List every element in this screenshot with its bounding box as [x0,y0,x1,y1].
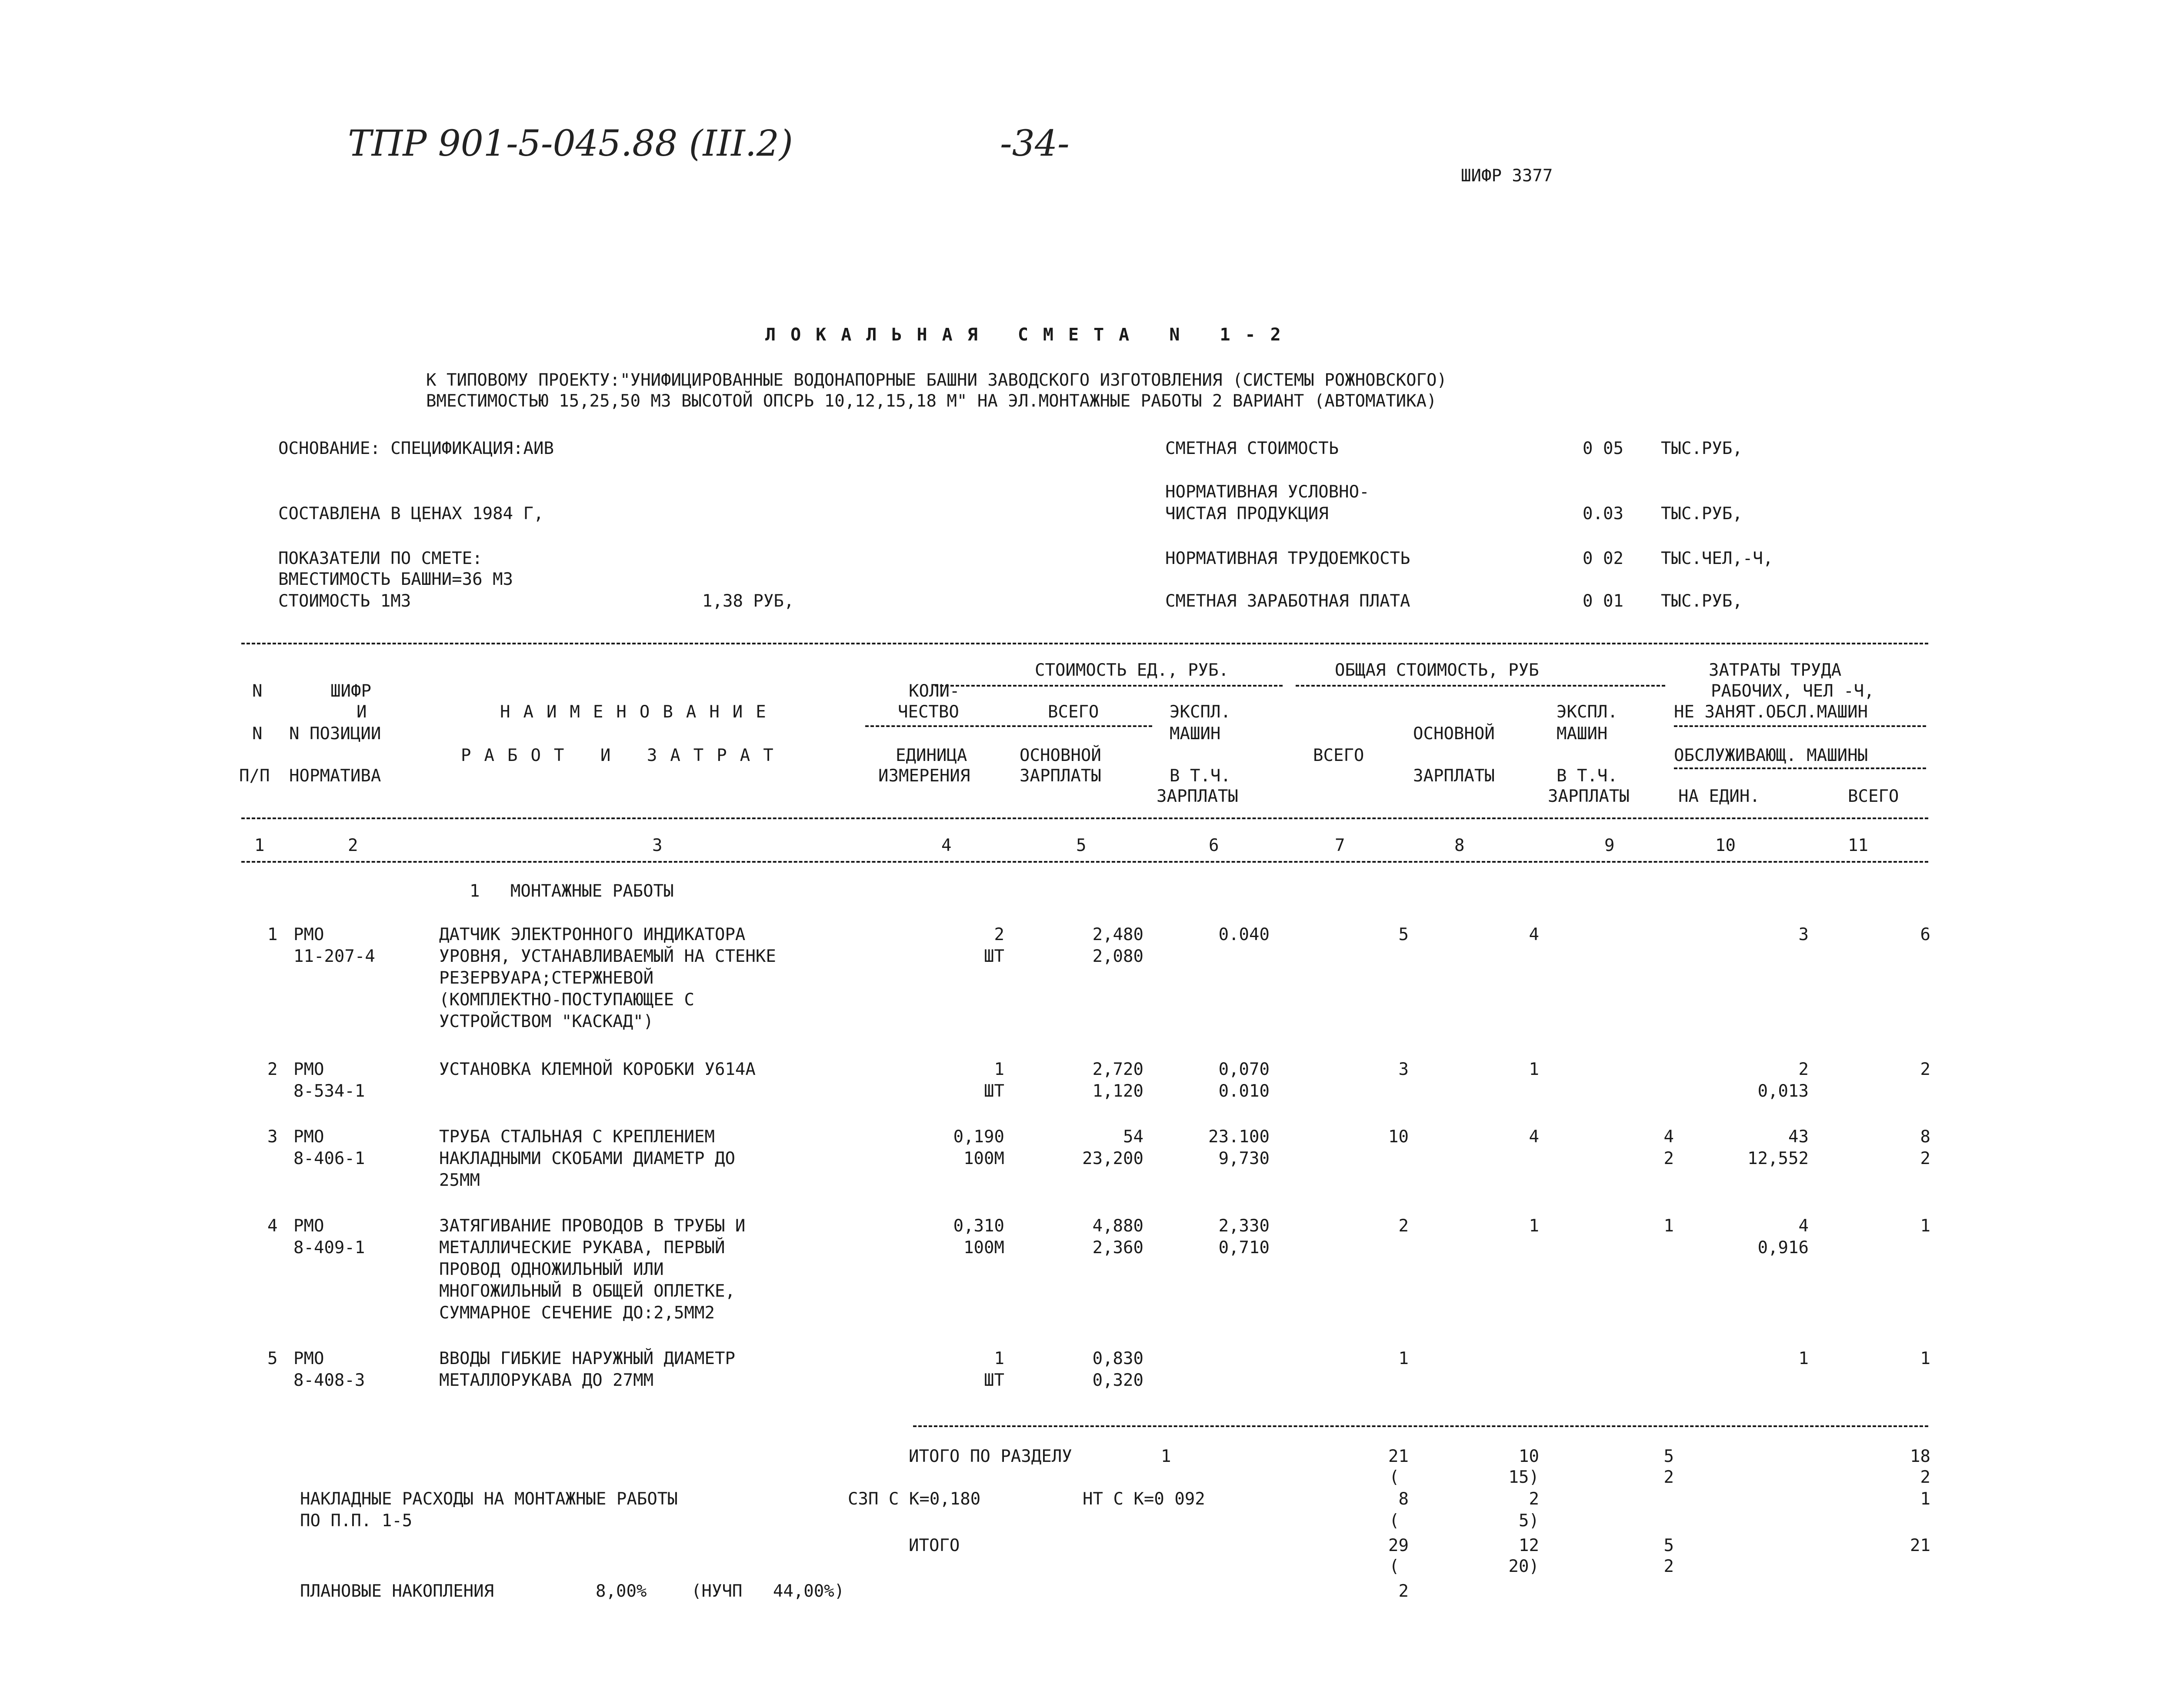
row-code: РМО [293,925,324,944]
row-labor-total-machines: 2 [1920,1149,1930,1168]
prices-text: СОСТАВЛЕНА В ЦЕНАХ 1984 Г, [278,504,544,524]
grand-total-label: ИТОГО [909,1536,960,1555]
row-name-line: УСТАНОВКА КЛЕМНОЙ КОРОБКИ У614А [439,1060,756,1079]
row-unit-cost: 54 [1123,1127,1143,1147]
overhead-coef-nt: НТ С К=0 092 [1083,1489,1205,1509]
col-header-basic-wages: ОСНОВНОЙ [1413,724,1495,744]
column-number: 5 [1076,836,1087,855]
row-labor-machines: 12,552 [1747,1149,1809,1168]
row-unit-wages: 0,320 [1092,1371,1143,1390]
column-number: 8 [1454,836,1465,855]
planned-savings-percent: 8,00% [596,1581,647,1601]
row-number: 3 [267,1127,278,1147]
row-unit-machines: 0.040 [1218,925,1270,944]
row-name-line: ПРОВОД ОДНОЖИЛЬНЫЙ ИЛИ [439,1260,664,1279]
overhead-value: 8 [1398,1489,1409,1509]
column-number: 11 [1848,836,1868,855]
row-unit-machine-wages: 9,730 [1218,1149,1270,1168]
col-header-operation: ЭКСПЛ. [1557,702,1618,722]
column-number: 10 [1715,836,1736,855]
row-name-line: УРОВНЯ, УСТАНАВЛИВАЕМЫЙ НА СТЕНКЕ [439,947,776,966]
col-header-total: ВСЕГО [1048,702,1099,722]
row-number: 1 [267,925,278,944]
row-name-line: МЕТАЛЛОРУКАВА ДО 27ММ [439,1371,654,1390]
overhead-paren: ( [1389,1511,1400,1531]
col-header-basic: ОСНОВНОЙ [1020,746,1101,765]
handwritten-document-code: ТПР 901-5-045.88 (III.2) [348,123,793,164]
group-header-unit-cost: СТОИМОСТЬ ЕД., РУБ. [1035,661,1229,680]
summary-unit: ТЫС.ЧЕЛ,-Ч, [1661,549,1773,568]
document-title: ЛОКАЛЬНАЯ СМЕТА N 1-2 [765,325,1296,345]
row-name-line: НАКЛАДНЫМИ СКОБАМИ ДИАМЕТР ДО [439,1149,735,1168]
row-code: 11-207-4 [293,947,375,966]
col-header-qty: КОЛИ- [909,681,960,701]
row-total-machines: 1 [1663,1216,1674,1236]
row-total-wages: 4 [1529,925,1539,944]
col-header-code: N ПОЗИЦИИ [289,724,381,744]
row-labor-unit: 3 [1798,925,1809,944]
section-title: 1 МОНТАЖНЫЕ РАБОТЫ [470,881,674,901]
row-name-line: (КОМПЛЕКТНО-ПОСТУПАЮЩЕЕ С [439,990,694,1010]
summary-label: НОРМАТИВНАЯ ТРУДОЕМКОСТЬ [1165,549,1410,568]
col-header-code: И [357,702,367,722]
row-labor-unit: 43 [1788,1127,1809,1147]
indicators-capacity: ВМЕСТИМОСТЬ БАШНИ=36 М3 [278,570,513,589]
row-labor-unit: 1 [1798,1349,1809,1368]
col-header-code: НОРМАТИВА [289,766,381,786]
row-qty: 0,310 [953,1216,1004,1236]
row-labor-machines: 0,013 [1757,1081,1809,1101]
row-unit-machines: 0,070 [1218,1060,1270,1079]
section-total-number: 1 [1161,1447,1171,1466]
row-total: 2 [1398,1216,1409,1236]
section-total-wages: 10 [1519,1447,1539,1466]
row-unit-wages: 1,120 [1092,1081,1143,1101]
row-labor-machines: 0,916 [1757,1238,1809,1258]
row-unit: ШТ [984,947,1004,966]
totals-rule [913,1425,1928,1427]
header-sub-rule [1296,685,1665,687]
col-header-name: НАИМЕНОВАНИЕ [500,702,779,722]
column-number: 1 [254,836,265,855]
row-labor-total: 2 [1920,1060,1930,1079]
planned-savings-nuchp: (НУЧП 44,00%) [691,1581,845,1601]
section-total-wages-incl: 15) [1508,1468,1539,1487]
row-unit-machines: 2,330 [1218,1216,1270,1236]
header-bottom-rule [241,817,1928,819]
section-total-machine-wages: 2 [1663,1468,1674,1487]
row-labor-total: 6 [1920,925,1930,944]
section-total-label: ИТОГО ПО РАЗДЕЛУ [909,1447,1072,1466]
column-number: 4 [941,836,952,855]
row-unit-cost: 0,830 [1092,1349,1143,1368]
overhead-label: НАКЛАДНЫЕ РАСХОДЫ НА МОНТАЖНЫЕ РАБОТЫ [300,1489,678,1509]
group-header-labor: РАБОЧИХ, ЧЕЛ -Ч, [1711,681,1874,701]
grand-total-machine-wages: 2 [1663,1557,1674,1576]
summary-value: 0 05 [1583,439,1623,458]
summary-label: СМЕТНАЯ СТОИМОСТЬ [1165,439,1339,458]
row-name-line: ДАТЧИК ЭЛЕКТРОННОГО ИНДИКАТОРА [439,925,746,944]
column-number: 3 [652,836,663,855]
group-header-total-cost: ОБЩАЯ СТОИМОСТЬ, РУБ [1335,661,1539,680]
header-sub-rule [1674,725,1926,727]
col-header-machines: МАШИН [1170,724,1221,744]
row-name-line: СУММАРНОЕ СЕЧЕНИЕ ДО:2,5ММ2 [439,1303,715,1323]
col-header-machines: В Т.Ч. [1170,766,1231,786]
basis-text: ОСНОВАНИЕ: СПЕЦИФИКАЦИЯ:АИВ [278,439,554,458]
row-name-line: 25ММ [439,1171,480,1190]
row-labor-unit: 2 [1798,1060,1809,1079]
row-code: 8-534-1 [293,1081,365,1101]
row-unit-cost: 2,720 [1092,1060,1143,1079]
column-number: 9 [1604,836,1615,855]
summary-label: СМЕТНАЯ ЗАРАБОТНАЯ ПЛАТА [1165,591,1410,611]
header-sub-rule [1674,767,1926,769]
row-unit: 100М [963,1149,1004,1168]
row-name-line: МЕТАЛЛИЧЕСКИЕ РУКАВА, ПЕРВЫЙ [439,1238,725,1258]
col-header-qty: ЧЕСТВО [898,702,959,722]
row-code: 8-406-1 [293,1149,365,1168]
row-name-line: ВВОДЫ ГИБКИЕ НАРУЖНЫЙ ДИАМЕТР [439,1349,735,1368]
column-number: 6 [1209,836,1219,855]
row-number: 5 [267,1349,278,1368]
page-number: -34- [1000,123,1070,164]
col-header-basic-wages: ЗАРПЛАТЫ [1413,766,1495,786]
row-qty: 1 [994,1349,1004,1368]
summary-label: ЧИСТАЯ ПРОДУКЦИЯ [1165,504,1329,524]
row-unit-wages: 2,360 [1092,1238,1143,1258]
grand-total-wages: 12 [1519,1536,1539,1555]
row-total: 1 [1398,1349,1409,1368]
section-total-paren: ( [1389,1468,1400,1487]
row-name-line: ЗАТЯГИВАНИЕ ПРОВОДОВ В ТРУБЫ И [439,1216,746,1236]
grand-total-paren: ( [1389,1557,1400,1576]
summary-unit: ТЫС.РУБ, [1661,439,1743,458]
col-header-operation: ЗАРПЛАТЫ [1548,787,1630,806]
col-header-name: РАБОТ И ЗАТРАТ [461,746,787,765]
group-header-labor: ЗАТРАТЫ ТРУДА [1709,661,1842,680]
overhead-wages-incl: 5) [1519,1511,1539,1531]
row-unit: ШТ [984,1081,1004,1101]
col-header-grand: ВСЕГО [1313,746,1364,765]
row-name-line: МНОГОЖИЛЬНЫЙ В ОБЩЕЙ ОПЛЕТКЕ, [439,1281,735,1301]
row-name-line: РЕЗЕРВУАРА;СТЕРЖНЕВОЙ [439,968,654,988]
grand-total-labor: 21 [1910,1536,1930,1555]
row-unit-wages: 2,080 [1092,947,1143,966]
cipher-label: ШИФР 3377 [1461,166,1553,186]
group-header-labor: ОБСЛУЖИВАЮЩ. МАШИНЫ [1674,746,1868,765]
row-code: РМО [293,1216,324,1236]
row-unit-cost: 2,480 [1092,925,1143,944]
summary-unit: ТЫС.РУБ, [1661,504,1743,524]
col-header-operation: В Т.Ч. [1557,766,1618,786]
summary-value: 0 02 [1583,549,1623,568]
header-sub-rule [935,685,1283,687]
row-unit-cost: 4,880 [1092,1216,1143,1236]
summary-label: НОРМАТИВНАЯ УСЛОВНО- [1165,482,1370,502]
col-header-per-unit: НА ЕДИН. [1678,787,1760,806]
row-number: 2 [267,1060,278,1079]
col-header-unit: ЕДИНИЦА [896,746,967,765]
row-code: РМО [293,1060,324,1079]
row-total-wages: 4 [1529,1127,1539,1147]
row-total: 3 [1398,1060,1409,1079]
row-unit-machine-wages: 0.010 [1218,1081,1270,1101]
planned-savings-value: 2 [1398,1581,1409,1601]
header-sub-rule [865,725,1152,727]
row-qty: 0,190 [953,1127,1004,1147]
overhead-label: ПО П.П. 1-5 [300,1511,413,1531]
row-labor-unit: 4 [1798,1216,1809,1236]
col-header-basic: ЗАРПЛАТЫ [1020,766,1101,786]
row-total-wages: 1 [1529,1060,1539,1079]
row-labor-total: 1 [1920,1349,1930,1368]
col-header-unit: ИЗМЕРЕНИЯ [878,766,970,786]
section-total-value: 21 [1388,1447,1409,1466]
row-qty: 1 [994,1060,1004,1079]
column-numbers-rule [241,861,1928,863]
col-header-labor-total: ВСЕГО [1848,787,1899,806]
row-unit-machine-wages: 0,710 [1218,1238,1270,1258]
col-header-machines: ЗАРПЛАТЫ [1157,787,1238,806]
section-total-labor-machines: 2 [1920,1468,1930,1487]
row-labor-total: 1 [1920,1216,1930,1236]
row-code: РМО [293,1127,324,1147]
column-number: 7 [1335,836,1345,855]
col-header-n: N [252,681,263,701]
overhead-labor: 1 [1920,1489,1930,1509]
indicators-cost-label: СТОИМОСТЬ 1М3 [278,591,411,611]
group-header-labor: НЕ ЗАНЯТ.ОБСЛ.МАШИН [1674,702,1868,722]
col-header-machines: ЭКСПЛ. [1170,702,1231,722]
row-number: 4 [267,1216,278,1236]
section-total-machines: 5 [1663,1447,1674,1466]
document-subtitle-line-1: К ТИПОВОМУ ПРОЕКТУ:"УНИФИЦИРОВАННЫЕ ВОДОНАПОРНЫЕ БАШНИ ЗАВОДСКОГО ИЗГОТОВЛЕНИЯ (СИСТЕМЫ РОЖНОВСКОГО) [426,370,1447,390]
overhead-wages: 2 [1529,1489,1539,1509]
row-code: 8-409-1 [293,1238,365,1258]
indicators-heading: ПОКАЗАТЕЛИ ПО СМЕТЕ: [278,549,483,568]
column-number: 2 [348,836,358,855]
col-header-n: П/П [239,766,270,786]
row-total-machines: 4 [1663,1127,1674,1147]
row-total-machine-wages: 2 [1663,1149,1674,1168]
row-name-line: УСТРОЙСТВОМ "КАСКАД") [439,1012,654,1031]
grand-total-machines: 5 [1663,1536,1674,1555]
row-unit-machines: 23.100 [1208,1127,1270,1147]
row-unit: ШТ [984,1371,1004,1390]
grand-total-wages-incl: 20) [1508,1557,1539,1576]
row-total: 10 [1388,1127,1409,1147]
col-header-n: N [252,724,263,744]
col-header-code: ШИФР [330,681,371,701]
row-qty: 2 [994,925,1004,944]
row-code: РМО [293,1349,324,1368]
summary-unit: ТЫС.РУБ, [1661,591,1743,611]
row-total-wages: 1 [1529,1216,1539,1236]
document-subtitle-line-2: ВМЕСТИМОСТЬЮ 15,25,50 М3 ВЫСОТОЙ ОПСРЬ 10,12,15,18 М" НА ЭЛ.МОНТАЖНЫЕ РАБОТЫ 2 ВАРИАНТ (АВТОМАТИКА) [426,391,1437,411]
row-name-line: ТРУБА СТАЛЬНАЯ С КРЕПЛЕНИЕМ [439,1127,715,1147]
section-total-labor: 18 [1910,1447,1930,1466]
row-unit: 100М [963,1238,1004,1258]
grand-total-value: 29 [1388,1536,1409,1555]
table-top-rule [241,643,1928,644]
row-labor-total: 8 [1920,1127,1930,1147]
summary-value: 0 01 [1583,591,1623,611]
planned-savings-label: ПЛАНОВЫЕ НАКОПЛЕНИЯ [300,1581,494,1601]
indicators-cost-value: 1,38 РУБ, [702,591,794,611]
summary-value: 0.03 [1583,504,1623,524]
row-unit-wages: 23,200 [1082,1149,1143,1168]
row-code: 8-408-3 [293,1371,365,1390]
col-header-operation: МАШИН [1557,724,1608,744]
row-total: 5 [1398,925,1409,944]
overhead-coef-wages: СЗП С К=0,180 [848,1489,981,1509]
